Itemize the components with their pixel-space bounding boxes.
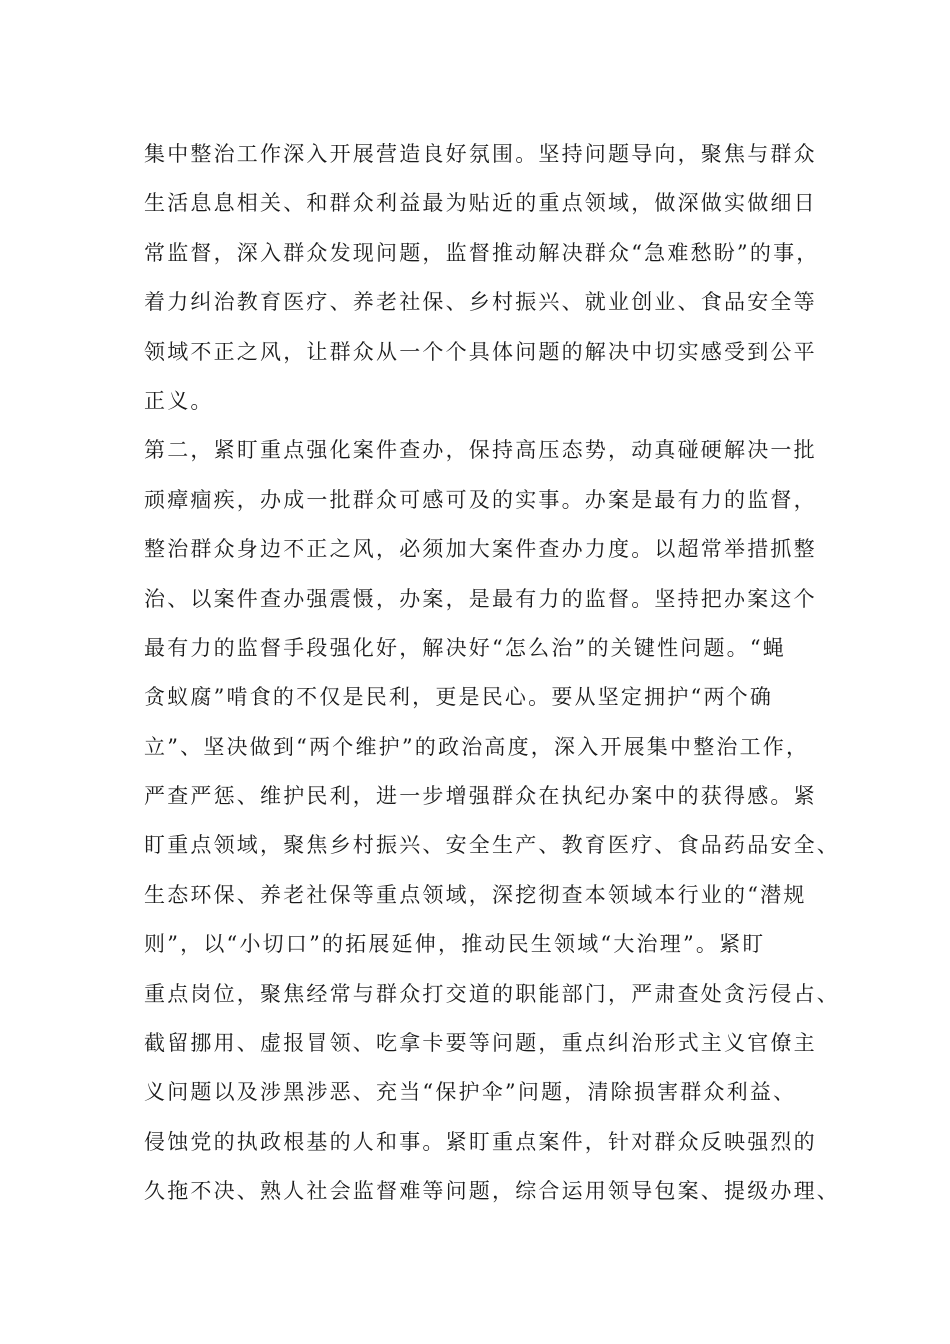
- text-line: 最有力的监督手段强化好，解决好“怎么治”的关键性问题。“蝇: [144, 635, 787, 660]
- text-line: 立”、坚决做到“两个维护”的政治高度，深入开展集中整治工作，: [144, 734, 810, 759]
- text-line: 生态环保、养老社保等重点领域，深挖彻查本领域本行业的“潜规: [144, 882, 807, 907]
- text-line: 久拖不决、熟人社会监督难等问题，综合运用领导包案、提级办理、: [144, 1179, 840, 1204]
- text-line: 整治群众身边不正之风，必须加大案件查办力度。以超常举措抓整: [144, 537, 817, 562]
- body-text: [144, 130, 844, 1217]
- text-line: 第二，紧盯重点强化案件查办，保持高压态势，动真碰硬解决一批: [144, 438, 817, 463]
- text-line: 着力纠治教育医疗、养老社保、乡村振兴、就业创业、食品安全等: [144, 290, 817, 315]
- text-line: 领域不正之风，让群众从一个个具体问题的解决中切实感受到公平: [144, 339, 817, 364]
- text-line: 生活息息相关、和群众利益最为贴近的重点领域，做深做实做细日: [144, 191, 817, 216]
- text-line: 义问题以及涉黑涉恶、充当“保护伞”问题，清除损害群众利益、: [144, 1080, 797, 1105]
- text-line: 严查严惩、维护民利，进一步增强群众在执纪办案中的获得感。紧: [144, 784, 817, 809]
- text-line: 正义。: [144, 388, 214, 413]
- text-line: 集中整治工作深入开展营造良好氛围。坚持问题导向，聚焦与群众: [144, 142, 817, 166]
- text-line: 盯重点领域，聚焦乡村振兴、安全生产、教育医疗、食品药品安全、: [144, 833, 840, 858]
- text-line: 侵蚀党的执政根基的人和事。紧盯重点案件，针对群众反映强烈的: [144, 1129, 817, 1154]
- text-line: 常监督，深入群众发现问题，监督推动解决群众“急难愁盼”的事，: [144, 240, 820, 265]
- text-line: 顽瘴痼疾，办成一批群众可感可及的实事。办案是最有力的监督，: [144, 487, 817, 512]
- text-line: 重点岗位，聚焦经常与群众打交道的职能部门，严肃查处贪污侵占、: [144, 981, 840, 1006]
- text-line: 截留挪用、虚报冒领、吃拿卡要等问题，重点纠治形式主义官僚主: [144, 1031, 817, 1056]
- text-line: 治、以案件查办强震慑，办案，是最有力的监督。坚持把办案这个: [144, 586, 817, 611]
- text-line: 贪蚁腐”啃食的不仅是民利，更是民心。要从坚定拥护“两个确: [144, 685, 774, 710]
- text-line: 则”，以“小切口”的拓展延伸，推动民生领域“大治理”。紧盯: [144, 932, 766, 957]
